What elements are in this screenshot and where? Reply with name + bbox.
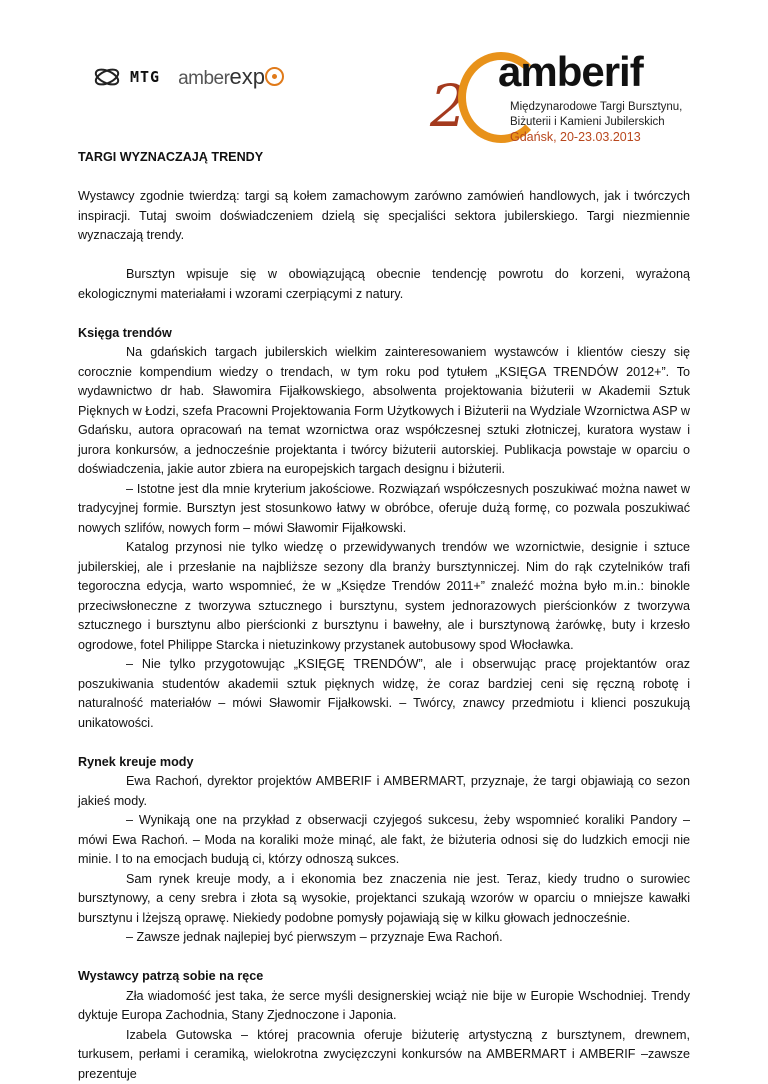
paragraph: Zła wiadomość jest taka, że serce myśli designerskiej wciąż nie bije w Europie Wschodniej. Trendy dyktuje Europa Zachodnia, Stany Zjednoczone i Japonia. bbox=[78, 987, 690, 1026]
intro-paragraph: Bursztyn wpisuje się w obowiązującą obecnie tendencję powrotu do korzeni, wyrażoną ekologicznymi materiałami i wzorami czerpiącymi z natury. bbox=[78, 265, 690, 304]
page-header bbox=[0, 0, 768, 140]
intro-paragraph: Wystawcy zgodnie twierdzą: targi są kołem zamachowym zarówno zamówień handlowych, jak i twórczych inspiracji. Tutaj swoim doświadczeniem dzielą się specjaliści sektora jubilerskiego. Targi niezmiennie wyznaczają trendy. bbox=[78, 187, 690, 246]
paragraph: – Zawsze jednak najlepiej być pierwszym – przyznaje Ewa Rachoń. bbox=[78, 928, 690, 948]
paragraph: Na gdańskich targach jubilerskich wielkim zainteresowaniem wystawców i klientów cieszy się corocznie kompendium wiedzy o trendach, w tym roku pod tytułem „KSIĘGA TRENDÓW 2012+”. To wydawnictwo dr hab. Sławomira Fijałkowskiego, absolwenta projektowania biżuterii w Akademii Sztuk Pięknych w Łodzi, szefa Pracowni Projektowania Form Użytkowych i Biżuterii na Wydziale Wzornictwa ASP w Gdańsku, autora opracowań na temat wzornictwa oraz współczesnej sztuki złotniczej, kuratora wystaw i jurora konkursów, a jednocześnie projektanta i twórcy biżuterii autorskiej. Publikacja powstaje w oparciu o doświadczenia, jakie autor zbiera na europejskich targach designu i biżuterii. bbox=[78, 343, 690, 480]
amberif-date: Gdańsk, 20-23.03.2013 bbox=[510, 130, 682, 145]
document-body bbox=[78, 148, 690, 1084]
section-heading: Księga trendów bbox=[78, 324, 690, 344]
amberif-name: amberif bbox=[498, 48, 643, 96]
amberif-subtitle: Międzynarodowe Targi Bursztynu, Biżuterii i Kamieni Jubilerskich Gdańsk, 20-23.03.2013 bbox=[510, 100, 682, 145]
mtg-logo-icon bbox=[92, 65, 122, 89]
paragraph: – Istotne jest dla mnie kryterium jakościowe. Rozwiązań współczesnych poszukiwać można nawet w tradycyjnej formie. Bursztyn jest stosunkowo łatwy w obróbce, oferuje dużą formę, co pozwala poszukiwać nowych szlifów, nowych form – mówi Sławomir Fijałkowski. bbox=[78, 480, 690, 539]
mtg-logo-text: MTG bbox=[130, 68, 160, 86]
amberif-number: 2 bbox=[430, 72, 467, 140]
amberif-logo bbox=[428, 50, 698, 145]
section-heading: Wystawcy patrzą sobie na ręce bbox=[78, 967, 690, 987]
paragraph: Katalog przynosi nie tylko wiedzę o przewidywanych trendów we wzornictwie, designie i sztuce jubilerskiej, ale i przesłanie na najbliższe sezony dla branży bursztynniczej. Nim do rąk czytelników trafi tegoroczna edycja, warto wspomnieć, że w „Księdze Trendów 2011+” znaleźć można było m.in.: binokle przeciwsłoneczne z tworzywa sztucznego i bursztynu, system jednorazowych pierścionków z tworzywa sztucznego i bursztynu albo pierścionki z bursztynu i bawełny, ale i bursztynową żarówkę, buty i krzesło ogrodowe, fotel Philippe Starcka i nietuzinkowy przystanek autobusowy spod Włocławka. bbox=[78, 538, 690, 655]
paragraph: Ewa Rachoń, dyrektor projektów AMBERIF i AMBERMART, przyznaje, że targi objawiają co sezon jakieś mody. bbox=[78, 772, 690, 811]
paragraph: – Wynikają one na przykład z obserwacji czyjegoś sukcesu, żeby wspomnieć koraliki Pandory – mówi Ewa Rachoń. – Moda na koraliki może minąć, ale fakt, że biżuteria odnosi się do ludzkich emocji nie minie. I to na emocjach budują ci, którzy odnoszą sukces. bbox=[78, 811, 690, 870]
amberexpo-logo: amberexp bbox=[178, 64, 284, 90]
paragraph: – Nie tylko przygotowując „KSIĘGĘ TRENDÓW”, ale i obserwując pracę projektantów oraz poszukiwania studentów akademii sztuk pięknych widzę, że coraz bardziej ceni się ręczną robotę i naturalność materiałów – mówi Sławomir Fijałkowski. – Twórcy, znawcy przedmiotu i klienci poszukują unikatowości. bbox=[78, 655, 690, 733]
document-title: TARGI WYZNACZAJĄ TRENDY bbox=[78, 148, 690, 168]
mtg-amberexpo-logos bbox=[92, 64, 284, 90]
paragraph: Sam rynek kreuje mody, a i ekonomia bez znaczenia nie jest. Teraz, kiedy trudno o surowiec bursztynowy, a ceny srebra i złota są wysokie, projektanci szukają wzorów w oparciu o mniejsze kawałki bursztynu i lżejszą oprawę. Niekiedy podobne pomysły pojawiają się w kilku głowach jednocześnie. bbox=[78, 870, 690, 929]
paragraph: Izabela Gutowska – której pracownia oferuje biżuterię artystyczną z bursztynem, drewnem, turkusem, perłami i ceramiką, wielokrotna zwycięzczyni konkursów na AMBERMART i AMBERIF –zawsze prezentuje bbox=[78, 1026, 690, 1084]
section-heading: Rynek kreuje mody bbox=[78, 753, 690, 773]
